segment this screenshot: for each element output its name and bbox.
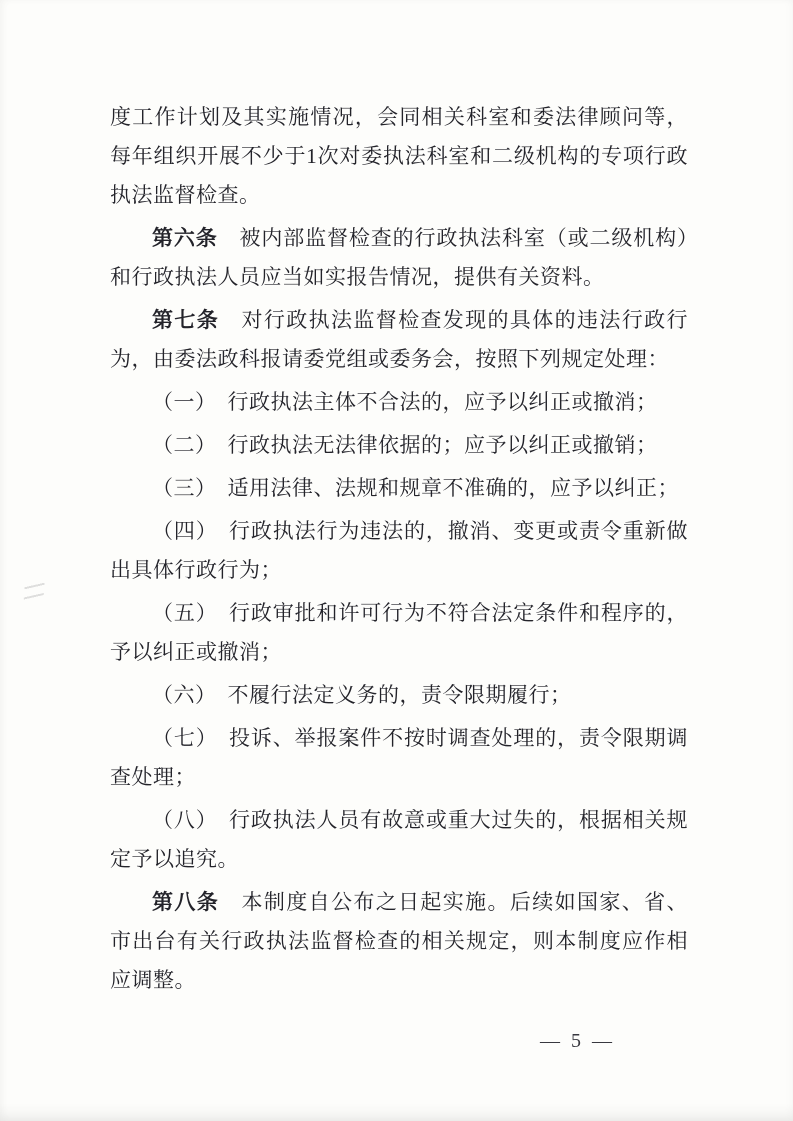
item-4: [110, 512, 688, 590]
paragraph-text: （七） 投诉、举报案件不按时调查处理的，责令限期调查处理；: [110, 726, 688, 789]
article-8: [110, 883, 688, 1000]
article-8-lead: 第八条: [152, 891, 220, 914]
paragraph-text: （五） 行政审批和许可行为不符合法定条件和程序的，予以纠正或撤消；: [110, 601, 688, 664]
article-7-lead: 第七条: [152, 309, 220, 332]
item-6: [110, 676, 688, 715]
paragraph-text: （一） 行政执法主体不合法的，应予以纠正或撤消；: [152, 390, 658, 414]
scan-artifact: [23, 580, 44, 605]
item-8: [110, 801, 688, 879]
item-1: [110, 383, 688, 422]
item-3: [110, 469, 688, 508]
document-body: [110, 98, 688, 1004]
paragraph-text: 被内部监督检查的行政执法科室（或二级机构）和行政执法人员应当如实报告情况，提供有关资料。: [110, 226, 688, 289]
paragraph-text: 度工作计划及其实施情况，会同相关科室和委法律顾问等，每年组织开展不少于1次对委执法科室和二级机构的专项行政执法监督检查。: [110, 105, 688, 207]
article-6: [110, 219, 688, 297]
item-5: [110, 594, 688, 672]
item-2: [110, 426, 688, 465]
paragraph-text: （六） 不履行法定义务的，责令限期履行；: [152, 683, 572, 707]
scan-edge-shading: [0, 1103, 793, 1121]
paragraph-text: 本制度自公布之日起实施。后续如国家、省、市出台有关行政执法监督检查的相关规定，则本制度应作相应调整。: [110, 890, 688, 992]
page-number: — 5 —: [540, 1030, 615, 1052]
paragraph-text: （二） 行政执法无法律依据的；应予以纠正或撤销；: [152, 433, 658, 457]
paragraph-text: 对行政执法监督检查发现的具体的违法行政行为，由委法政科报请委党组或委务会，按照下列规定处理：: [110, 308, 688, 371]
paragraph-text: （八） 行政执法人员有故意或重大过失的，根据相关规定予以追究。: [110, 808, 688, 871]
article-7: [110, 301, 688, 379]
paragraph-text: （三） 适用法律、法规和规章不准确的，应予以纠正；: [152, 476, 679, 500]
paragraph-continuation: [110, 98, 688, 215]
paragraph-text: （四） 行政执法行为违法的，撤消、变更或责令重新做出具体行政行为；: [110, 519, 688, 582]
item-7: [110, 719, 688, 797]
article-6-lead: 第六条: [152, 227, 218, 250]
